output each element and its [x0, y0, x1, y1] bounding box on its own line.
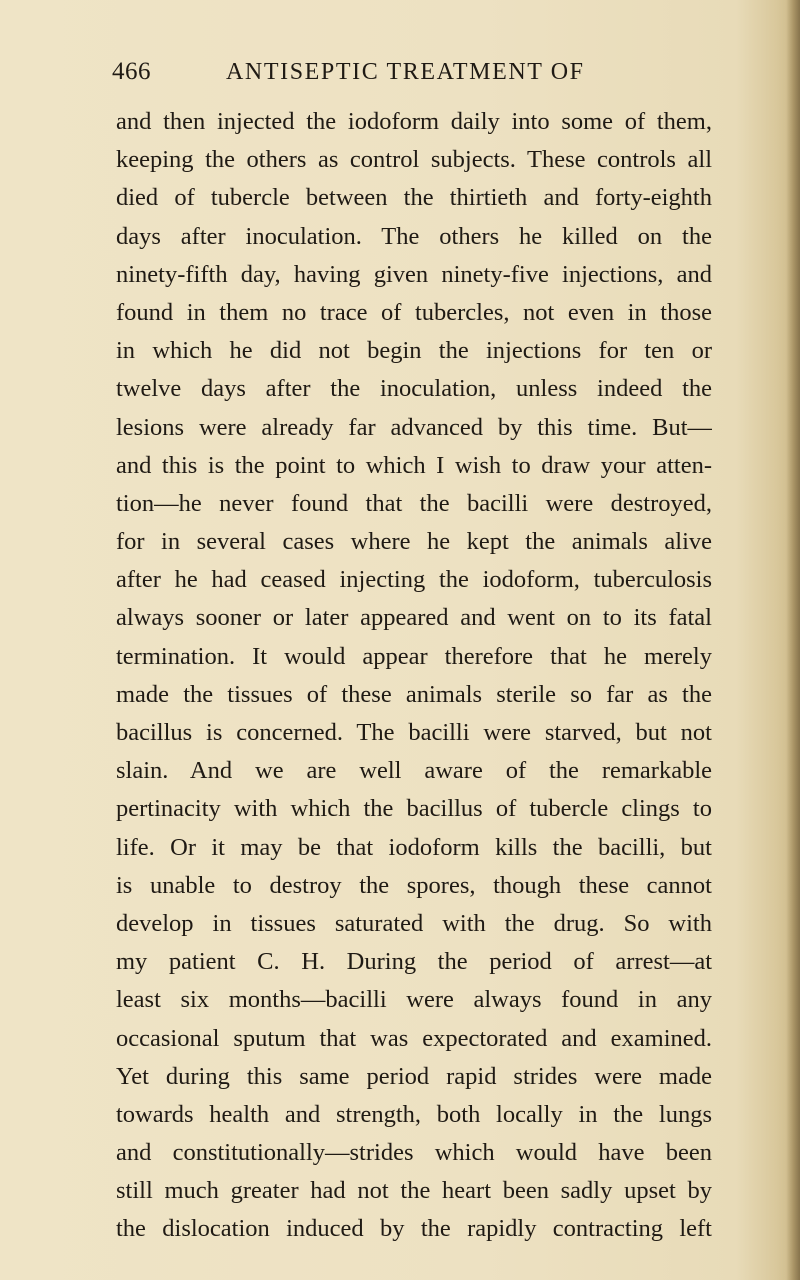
- text-line: least six months—bacilli were always found in any: [116, 986, 712, 1014]
- text-line: still much greater had not the heart been sadly upset by: [116, 1177, 712, 1205]
- text-line: died of tubercle between the thirtieth and forty-eighth: [116, 184, 712, 212]
- text-line: Yet during this same period rapid strides were made: [116, 1062, 712, 1090]
- text-line: occasional sputum that was expectorated and examined.: [116, 1024, 712, 1052]
- body-text: [116, 103, 712, 1249]
- text-line: always sooner or later appeared and went on to its fatal: [116, 604, 712, 632]
- page-header: [112, 58, 712, 98]
- running-head: ANTISEPTIC TREATMENT OF: [226, 59, 585, 85]
- text-line: slain. And we are well aware of the remarkable: [116, 757, 712, 785]
- text-line: my patient C. H. During the period of arrest—at: [116, 948, 712, 976]
- text-line: days after inoculation. The others he killed on the: [116, 222, 712, 250]
- text-line: towards health and strength, both locally in the lungs: [116, 1100, 712, 1128]
- text-line: the dislocation induced by the rapidly contracting left: [116, 1215, 712, 1243]
- text-line: keeping the others as control subjects. These controls all: [116, 146, 712, 174]
- page-number: 466: [112, 58, 151, 85]
- text-line: and then injected the iodoform daily into some of them,: [116, 108, 712, 135]
- text-line: termination. It would appear therefore that he merely: [116, 642, 712, 670]
- text-line: twelve days after the inoculation, unless indeed the: [116, 375, 712, 403]
- text-line: made the tissues of these animals sterile so far as the: [116, 680, 712, 708]
- text-line: develop in tissues saturated with the drug. So with: [116, 909, 712, 937]
- text-line: is unable to destroy the spores, though these cannot: [116, 871, 712, 899]
- text-line: bacillus is concerned. The bacilli were starved, but not: [116, 719, 712, 746]
- text-line: pertinacity with which the bacillus of tubercle clings to: [116, 795, 712, 823]
- text-line: lesions were already far advanced by this time. But—: [116, 413, 712, 441]
- text-line: for in several cases where he kept the animals alive: [116, 528, 712, 556]
- page-edge-shadow: [786, 0, 800, 1280]
- text-line: and this is the point to which I wish to draw your atten-: [116, 451, 712, 479]
- text-line: in which he did not begin the injections for ten or: [116, 337, 712, 365]
- text-line: and constitutionally—strides which would have been: [116, 1139, 712, 1167]
- text-line: tion—he never found that the bacilli were destroyed,: [116, 489, 712, 517]
- text-line: after he had ceased injecting the iodoform, tuberculosis: [116, 566, 712, 594]
- text-line: ninety-fifth day, having given ninety-five injections, and: [116, 260, 712, 288]
- text-line: found in them no trace of tubercles, not even in those: [116, 298, 712, 326]
- text-line: life. Or it may be that iodoform kills the bacilli, but: [116, 833, 712, 861]
